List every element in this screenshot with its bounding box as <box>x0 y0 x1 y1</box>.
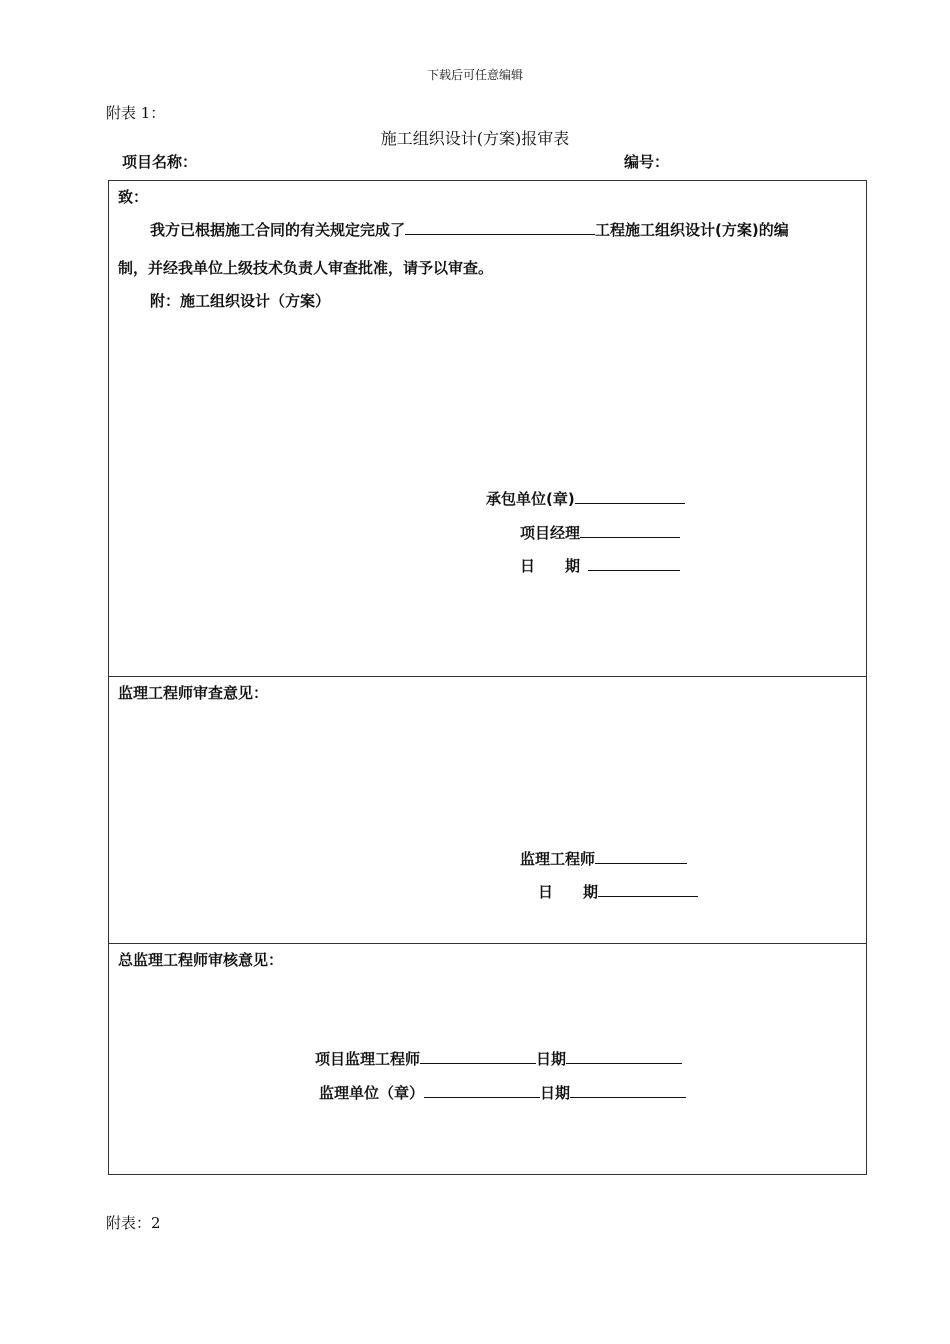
form-table <box>108 180 867 1175</box>
submission-line-2: 制，并经我单位上级技术负责人审查批准，请予以审查。 <box>118 259 494 277</box>
to-label: 致： <box>118 188 149 206</box>
date-label-2: 日 期 <box>538 883 599 901</box>
appendix-2-label: 附表：2 <box>106 1214 161 1232</box>
contractor-signature-row <box>486 488 685 509</box>
attachment-label: 附：施工组织设计（方案） <box>150 292 331 310</box>
supervision-unit-row <box>319 1082 686 1103</box>
project-engineer-label: 项目监理工程师 <box>315 1050 421 1068</box>
manager-signature-row <box>520 522 680 543</box>
submission-line-1-suffix: 工程施工组织设计(方案)的编 <box>595 221 789 239</box>
supervision-unit-blank[interactable] <box>424 1083 540 1098</box>
form-title: 施工组织设计(方案)报审表 <box>380 129 570 148</box>
engineer-signature-row <box>520 848 687 869</box>
submission-line-1 <box>150 219 789 240</box>
project-name-blank[interactable] <box>405 220 595 235</box>
project-name-label: 项目名称： <box>122 153 198 171</box>
engineer-signature-blank[interactable] <box>595 849 687 864</box>
contractor-signature-blank[interactable] <box>575 489 685 504</box>
section-divider-2 <box>108 943 867 944</box>
engineer-label: 监理工程师 <box>520 850 596 868</box>
contractor-label: 承包单位(章) <box>486 490 575 508</box>
date-blank-3[interactable] <box>566 1049 682 1064</box>
date-row-2 <box>538 881 698 902</box>
date-blank-2[interactable] <box>598 882 698 897</box>
date-blank-1[interactable] <box>588 556 680 571</box>
date-label-3: 日期 <box>536 1050 567 1068</box>
manager-signature-blank[interactable] <box>580 523 680 538</box>
project-engineer-row <box>315 1048 682 1069</box>
submission-line-1-prefix: 我方已根据施工合同的有关规定完成了 <box>150 221 406 239</box>
supervision-unit-label: 监理单位（章） <box>319 1084 425 1102</box>
manager-label: 项目经理 <box>520 524 581 542</box>
number-label: 编号： <box>624 153 670 171</box>
date-label-1: 日 期 <box>520 557 581 575</box>
date-row-1 <box>520 555 680 576</box>
header-note: 下载后可任意编辑 <box>426 68 523 82</box>
date-blank-4[interactable] <box>570 1083 686 1098</box>
appendix-1-label: 附表 1： <box>106 104 166 122</box>
section-divider-1 <box>108 676 867 677</box>
date-label-4: 日期 <box>540 1084 571 1102</box>
engineer-review-heading: 监理工程师审查意见： <box>118 684 269 702</box>
chief-engineer-review-heading: 总监理工程师审核意见： <box>118 951 284 969</box>
project-engineer-blank[interactable] <box>420 1049 536 1064</box>
